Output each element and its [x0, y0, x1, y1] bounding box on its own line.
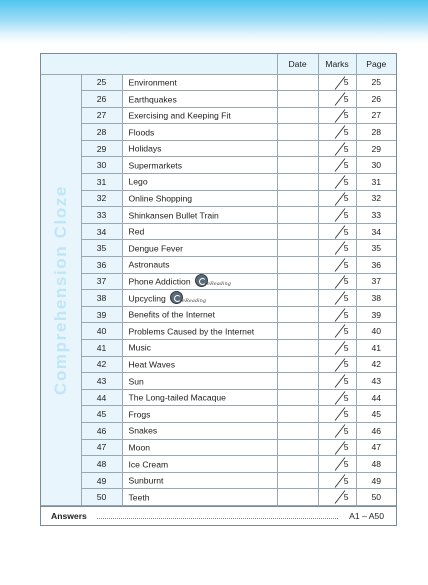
answers-range: A1 – A50 — [349, 511, 384, 521]
date-cell — [277, 356, 318, 373]
unit-title: Astronauts — [128, 260, 170, 271]
unit-number: 30 — [81, 157, 122, 174]
date-cell — [277, 406, 318, 423]
unit-title-cell — [122, 356, 277, 373]
unit-title-cell — [122, 240, 277, 257]
table-row — [41, 207, 396, 224]
page-number: 46 — [356, 422, 396, 439]
date-cell — [277, 456, 318, 473]
date-cell — [277, 373, 318, 390]
page-number: 45 — [356, 406, 396, 423]
page-number: 50 — [356, 489, 396, 506]
unit-title: Sun — [128, 376, 144, 387]
unit-title: Upcycling — [128, 293, 166, 304]
marks-total: 5 — [343, 176, 349, 187]
table-header-row — [41, 54, 396, 74]
marks-total: 5 — [343, 293, 349, 304]
page-number: 36 — [356, 257, 396, 274]
marks-cell — [318, 340, 356, 357]
marks-slash-icon — [334, 158, 346, 172]
unit-number: 45 — [81, 406, 122, 423]
marks-slash-icon — [334, 291, 346, 305]
marks-total: 5 — [343, 409, 349, 420]
unit-title-cell — [122, 439, 277, 456]
marks-cell — [318, 91, 356, 108]
page-number: 37 — [356, 273, 396, 290]
unit-title-cell — [122, 340, 277, 357]
unit-title-cell — [122, 107, 277, 124]
unit-title-cell — [122, 406, 277, 423]
marks-cell — [318, 190, 356, 207]
marks-slash-icon — [334, 424, 346, 438]
unit-number: 42 — [81, 356, 122, 373]
unit-number: 36 — [81, 257, 122, 274]
unit-title-cell — [122, 174, 277, 191]
unit-title-cell — [122, 273, 277, 290]
page-number: 34 — [356, 223, 396, 240]
header-date: Date — [277, 54, 318, 74]
marks-total: 5 — [343, 492, 349, 503]
table-row — [41, 373, 396, 390]
section-label: Comprehension Cloze — [50, 184, 70, 395]
marks-slash-icon — [334, 175, 346, 189]
marks-total: 5 — [343, 442, 349, 453]
unit-title-cell — [122, 306, 277, 323]
page-number: 42 — [356, 356, 396, 373]
table-row — [41, 257, 396, 274]
marks-cell — [318, 124, 356, 141]
unit-title-cell — [122, 207, 277, 224]
unit-number: 29 — [81, 140, 122, 157]
marks-cell — [318, 290, 356, 307]
marks-slash-icon — [334, 109, 346, 123]
unit-title-cell — [122, 91, 277, 108]
page-number: 48 — [356, 456, 396, 473]
marks-slash-icon — [334, 92, 346, 106]
date-cell — [277, 273, 318, 290]
unit-title: Exercising and Keeping Fit — [128, 110, 231, 121]
unit-number: 44 — [81, 389, 122, 406]
marks-total: 5 — [343, 276, 349, 287]
page-number: 40 — [356, 323, 396, 340]
table-row — [41, 456, 396, 473]
page-number: 33 — [356, 207, 396, 224]
marks-cell — [318, 489, 356, 506]
table-row — [41, 240, 396, 257]
marks-slash-icon — [334, 490, 346, 504]
date-cell — [277, 157, 318, 174]
page-number: 32 — [356, 190, 396, 207]
ereading-badge-text: eReading — [182, 297, 207, 304]
marks-cell — [318, 107, 356, 124]
marks-total: 5 — [343, 458, 349, 469]
date-cell — [277, 257, 318, 274]
table-row — [41, 472, 396, 489]
table-row — [41, 91, 396, 108]
unit-title: Supermarkets — [128, 160, 182, 171]
unit-number: 50 — [81, 489, 122, 506]
marks-cell — [318, 422, 356, 439]
marks-total: 5 — [343, 243, 349, 254]
unit-title-cell — [122, 456, 277, 473]
marks-slash-icon — [334, 341, 346, 355]
header-page: Page — [356, 54, 396, 74]
marks-total: 5 — [343, 326, 349, 337]
unit-title: Moon — [128, 442, 150, 453]
marks-slash-icon — [334, 391, 346, 405]
page-number: 44 — [356, 389, 396, 406]
table-row — [41, 439, 396, 456]
date-cell — [277, 306, 318, 323]
table-row — [41, 124, 396, 141]
unit-number: 47 — [81, 439, 122, 456]
header-marks: Marks — [318, 54, 356, 74]
marks-total: 5 — [343, 309, 349, 320]
marks-cell — [318, 207, 356, 224]
unit-number: 38 — [81, 290, 122, 307]
marks-slash-icon — [334, 358, 346, 372]
marks-cell — [318, 456, 356, 473]
unit-title: Dengue Fever — [128, 243, 183, 254]
unit-title-cell — [122, 190, 277, 207]
unit-title-cell — [122, 74, 277, 91]
date-cell — [277, 240, 318, 257]
date-cell — [277, 323, 318, 340]
marks-cell — [318, 174, 356, 191]
page-number: 38 — [356, 290, 396, 307]
marks-cell — [318, 439, 356, 456]
page-number: 30 — [356, 157, 396, 174]
marks-cell — [318, 257, 356, 274]
unit-title: Ice Cream — [128, 459, 169, 470]
date-cell — [277, 74, 318, 91]
unit-title-cell — [122, 140, 277, 157]
answers-row — [41, 506, 396, 525]
marks-total: 5 — [343, 193, 349, 204]
table-row — [41, 306, 396, 323]
unit-number: 46 — [81, 422, 122, 439]
unit-title-cell — [122, 422, 277, 439]
date-cell — [277, 107, 318, 124]
unit-title: Phone Addiction — [128, 276, 191, 287]
contents-frame — [40, 53, 397, 526]
unit-number: 26 — [81, 91, 122, 108]
page-number: 26 — [356, 91, 396, 108]
table-row — [41, 290, 396, 307]
table-row — [41, 356, 396, 373]
unit-number: 49 — [81, 472, 122, 489]
date-cell — [277, 422, 318, 439]
table-row — [41, 140, 396, 157]
page-number: 29 — [356, 140, 396, 157]
unit-title-cell — [122, 389, 277, 406]
marks-slash-icon — [334, 407, 346, 421]
unit-title: Red — [128, 227, 145, 237]
header-blank-cell — [41, 54, 277, 74]
table-row — [41, 74, 396, 91]
ereading-badge — [168, 291, 208, 306]
marks-total: 5 — [343, 143, 349, 154]
unit-number: 25 — [81, 74, 122, 91]
marks-slash-icon — [334, 241, 346, 255]
unit-number: 31 — [81, 174, 122, 191]
marks-slash-icon — [334, 457, 346, 471]
unit-number: 35 — [81, 240, 122, 257]
unit-title: Lego — [128, 177, 148, 188]
marks-total: 5 — [343, 475, 349, 486]
marks-slash-icon — [334, 308, 346, 322]
unit-number: 37 — [81, 273, 122, 290]
marks-slash-icon — [334, 324, 346, 338]
table-row — [41, 174, 396, 191]
unit-title-cell — [122, 290, 277, 307]
marks-total: 5 — [343, 259, 349, 270]
unit-title: Snakes — [128, 426, 158, 437]
date-cell — [277, 124, 318, 141]
marks-cell — [318, 140, 356, 157]
marks-slash-icon — [334, 474, 346, 488]
page-number: 41 — [356, 340, 396, 357]
unit-title-cell — [122, 323, 277, 340]
marks-cell — [318, 157, 356, 174]
table-row — [41, 157, 396, 174]
unit-title: Teeth — [128, 492, 150, 503]
marks-slash-icon — [334, 225, 346, 239]
table-row — [41, 273, 396, 290]
marks-total: 5 — [343, 342, 349, 353]
unit-title-cell — [122, 373, 277, 390]
marks-slash-icon — [334, 208, 346, 222]
date-cell — [277, 223, 318, 240]
table-row — [41, 422, 396, 439]
marks-slash-icon — [334, 258, 346, 272]
contents-table — [41, 54, 396, 506]
unit-title-cell — [122, 124, 277, 141]
answers-label: Answers — [51, 511, 87, 521]
marks-cell — [318, 373, 356, 390]
marks-total: 5 — [343, 93, 349, 104]
unit-title: Holidays — [128, 144, 162, 155]
unit-number: 32 — [81, 190, 122, 207]
date-cell — [277, 190, 318, 207]
unit-title-cell — [122, 489, 277, 506]
unit-title: Heat Waves — [128, 359, 175, 370]
marks-slash-icon — [334, 76, 346, 90]
unit-title: Benefits of the Internet — [128, 309, 215, 320]
marks-cell — [318, 323, 356, 340]
date-cell — [277, 472, 318, 489]
unit-title: Problems Caused by the Internet — [128, 326, 255, 337]
marks-total: 5 — [343, 77, 349, 88]
unit-title: Music — [128, 343, 151, 354]
page-number: 39 — [356, 306, 396, 323]
unit-title: Frogs — [128, 409, 151, 420]
marks-total: 5 — [343, 359, 349, 370]
marks-slash-icon — [334, 441, 346, 455]
marks-cell — [318, 406, 356, 423]
table-row — [41, 223, 396, 240]
table-row — [41, 323, 396, 340]
ereading-badge-text: eReading — [207, 280, 231, 287]
page-number: 28 — [356, 124, 396, 141]
unit-title: Online Shopping — [128, 193, 193, 204]
unit-number: 43 — [81, 373, 122, 390]
marks-total: 5 — [343, 110, 349, 121]
marks-cell — [318, 223, 356, 240]
marks-total: 5 — [343, 160, 349, 171]
marks-slash-icon — [334, 125, 346, 139]
ereading-badge — [193, 274, 233, 289]
unit-title: Earthquakes — [128, 94, 177, 105]
unit-title-cell — [122, 257, 277, 274]
page-number: 43 — [356, 373, 396, 390]
unit-title-cell — [122, 157, 277, 174]
marks-slash-icon — [334, 192, 346, 206]
date-cell — [277, 340, 318, 357]
date-cell — [277, 489, 318, 506]
date-cell — [277, 290, 318, 307]
unit-title: The Long-tailed Macaque — [128, 392, 226, 403]
unit-title-cell — [122, 472, 277, 489]
marks-cell — [318, 356, 356, 373]
unit-number: 41 — [81, 340, 122, 357]
date-cell — [277, 207, 318, 224]
page-number: 49 — [356, 472, 396, 489]
table-row — [41, 340, 396, 357]
marks-total: 5 — [343, 226, 349, 237]
unit-title: Floods — [128, 127, 155, 138]
marks-cell — [318, 306, 356, 323]
unit-number: 40 — [81, 323, 122, 340]
marks-cell — [318, 74, 356, 91]
answers-dot-leader — [97, 518, 338, 519]
marks-cell — [318, 389, 356, 406]
section-label-cell — [41, 74, 81, 505]
table-row — [41, 389, 396, 406]
date-cell — [277, 439, 318, 456]
page-number: 25 — [356, 74, 396, 91]
date-cell — [277, 389, 318, 406]
marks-cell — [318, 273, 356, 290]
date-cell — [277, 140, 318, 157]
page-number: 31 — [356, 174, 396, 191]
date-cell — [277, 174, 318, 191]
page-number: 47 — [356, 439, 396, 456]
marks-total: 5 — [343, 375, 349, 386]
marks-total: 5 — [343, 425, 349, 436]
unit-title: Sunburnt — [128, 475, 164, 486]
table-row — [41, 489, 396, 506]
page-number: 27 — [356, 107, 396, 124]
unit-title: Shinkansen Bullet Train — [128, 210, 219, 221]
marks-total: 5 — [343, 210, 349, 221]
unit-title-cell — [122, 223, 277, 240]
unit-number: 33 — [81, 207, 122, 224]
unit-number: 39 — [81, 306, 122, 323]
table-row — [41, 190, 396, 207]
marks-slash-icon — [334, 142, 346, 156]
marks-slash-icon — [334, 374, 346, 388]
marks-slash-icon — [334, 275, 346, 289]
unit-number: 48 — [81, 456, 122, 473]
table-row — [41, 406, 396, 423]
date-cell — [277, 91, 318, 108]
marks-cell — [318, 472, 356, 489]
marks-cell — [318, 240, 356, 257]
top-color-band — [0, 0, 428, 44]
unit-number: 28 — [81, 124, 122, 141]
table-row — [41, 107, 396, 124]
unit-title: Environment — [128, 77, 177, 88]
unit-number: 34 — [81, 223, 122, 240]
unit-number: 27 — [81, 107, 122, 124]
marks-total: 5 — [343, 392, 349, 403]
marks-total: 5 — [343, 127, 349, 138]
page-number: 35 — [356, 240, 396, 257]
